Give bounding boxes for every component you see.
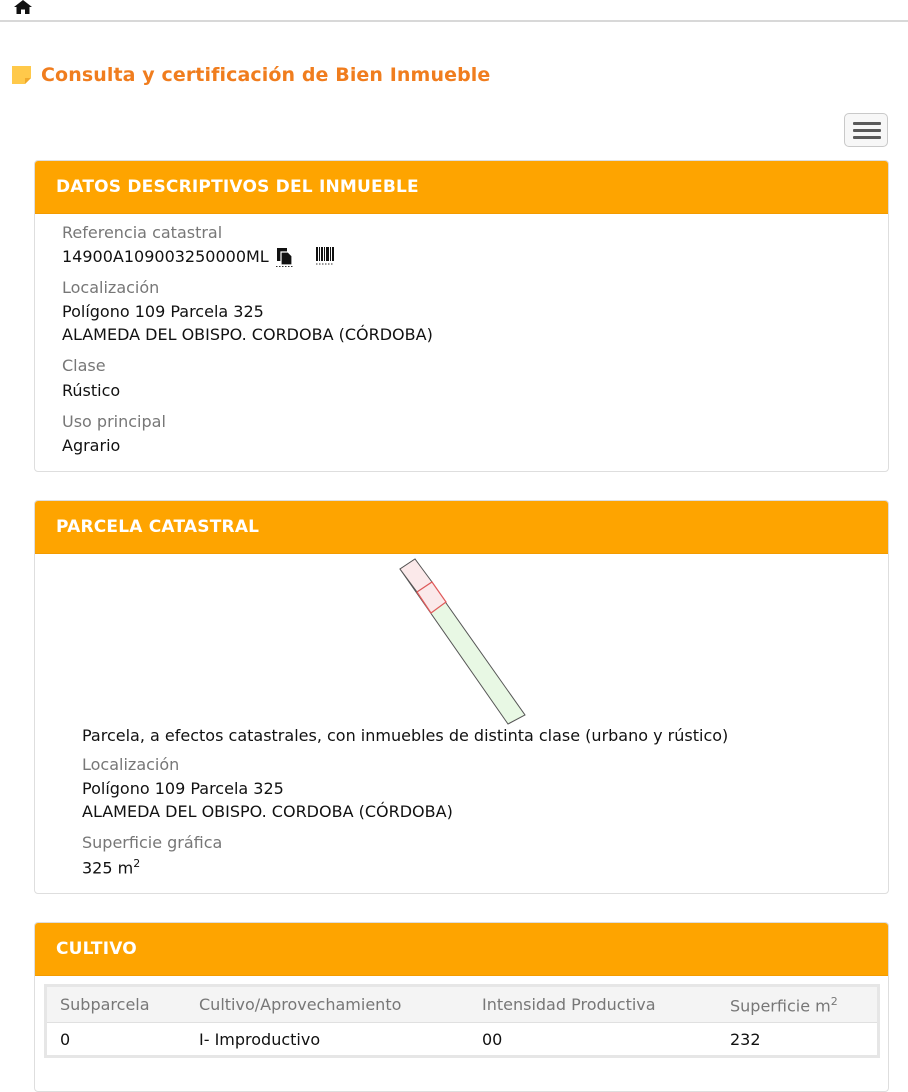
- page-title-row: [12, 62, 490, 88]
- superficie-unit-exponent: 2: [133, 857, 141, 870]
- col-superficie: [730, 995, 838, 1015]
- clase-label: Clase: [62, 356, 106, 375]
- panel-header-parcela: PARCELA CATASTRAL: [35, 501, 888, 554]
- col-cultivo: Cultivo/Aprovechamiento: [199, 995, 402, 1014]
- ref-catastral-value: 14900A109003250000ML: [62, 247, 269, 266]
- localizacion-line2: ALAMEDA DEL OBISPO. CORDOBA (CÓRDOBA): [62, 325, 433, 344]
- home-icon[interactable]: [14, 0, 32, 14]
- col-intensidad: Intensidad Productiva: [482, 995, 656, 1014]
- cell-cultivo: I- Improductivo: [199, 1030, 321, 1049]
- parcela-catastral-panel: [34, 500, 889, 894]
- cell-superficie: 232: [730, 1030, 761, 1049]
- uso-principal-value: Agrario: [62, 436, 121, 455]
- localizacion-label: Localización: [62, 278, 160, 297]
- sticky-note-icon: [12, 66, 31, 84]
- parcela-localizacion-line2: ALAMEDA DEL OBISPO. CORDOBA (CÓRDOBA): [82, 802, 453, 821]
- page-title: Consulta y certificación de Bien Inmueble: [41, 64, 491, 86]
- localizacion-line1: Polígono 109 Parcela 325: [62, 302, 264, 321]
- cultivo-panel: [34, 922, 889, 1092]
- datos-descriptivos-panel: [34, 160, 889, 472]
- parcel-map[interactable]: [395, 557, 535, 727]
- col-superficie-exponent: 2: [830, 995, 838, 1008]
- col-superficie-label: Superficie m: [730, 996, 831, 1016]
- cell-subparcela: 0: [60, 1030, 71, 1049]
- clase-value: Rústico: [62, 381, 121, 400]
- superficie-grafica-label: Superficie gráfica: [82, 833, 223, 852]
- parcela-localizacion-line1: Polígono 109 Parcela 325: [82, 779, 284, 798]
- ref-catastral-label: Referencia catastral: [62, 223, 223, 242]
- copy-icon[interactable]: [276, 247, 293, 267]
- superficie-grafica-number: 325 m: [82, 858, 134, 878]
- panel-header-cultivo: CULTIVO: [35, 923, 888, 976]
- uso-principal-label: Uso principal: [62, 412, 166, 431]
- panel-header-datos: DATOS DESCRIPTIVOS DEL INMUEBLE: [35, 161, 888, 214]
- barcode-icon[interactable]: [316, 247, 334, 265]
- cultivo-table: [44, 984, 880, 1058]
- top-navigation-bar: [0, 0, 908, 22]
- parcela-localizacion-label: Localización: [82, 755, 180, 774]
- cell-intensidad: 00: [482, 1030, 503, 1049]
- cultivo-table-header: [47, 987, 877, 1023]
- col-subparcela: Subparcela: [60, 995, 150, 1014]
- parcela-description: Parcela, a efectos catastrales, con inmuebles de distinta clase (urbano y rústico): [82, 726, 729, 745]
- superficie-grafica-value: [82, 857, 140, 877]
- menu-button[interactable]: [844, 113, 888, 147]
